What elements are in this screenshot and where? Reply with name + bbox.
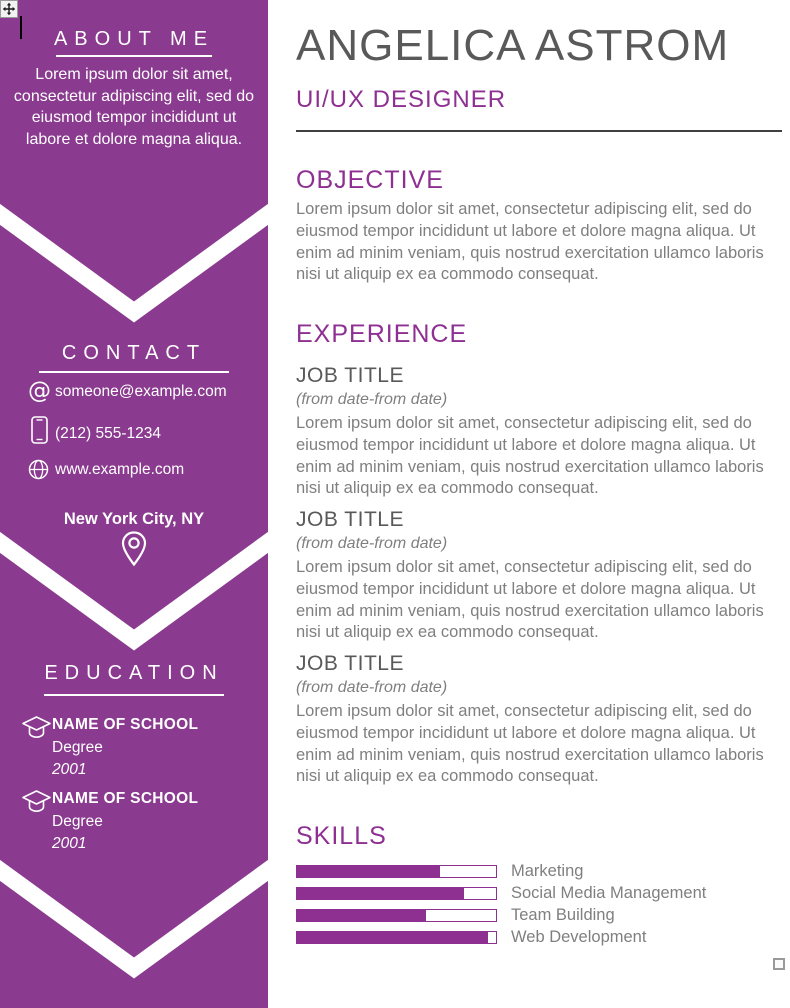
job-description[interactable]: Lorem ipsum dolor sit amet, consectetur adipiscing elit, sed do eiusmod tempor incididunt ut labore et dolore magna aliqua. Ut enim ad minim veniam, quis nostrud exercitation ullamco laboris nisi ut aliquip ex ea commodo consequat. — [296, 558, 764, 642]
contact-email-text[interactable]: someone@example.com — [55, 383, 227, 400]
job-title[interactable]: JOB TITLE — [296, 652, 404, 675]
skill-bar-fill — [297, 866, 440, 877]
skill-bar-fill — [297, 888, 464, 899]
skill-bar-fill — [297, 910, 426, 921]
contact-phone-text[interactable]: (212) 555-1234 — [55, 425, 161, 442]
education-underline — [44, 694, 224, 696]
experience-heading[interactable]: EXPERIENCE — [296, 320, 468, 348]
skill-label[interactable]: Social Media Management — [511, 883, 707, 902]
text-cursor — [20, 16, 22, 39]
degree-text[interactable]: Degree — [52, 739, 103, 756]
at-icon: @ — [28, 378, 51, 404]
about-me-underline — [56, 55, 212, 57]
skill-row — [296, 926, 782, 948]
job-description[interactable]: Lorem ipsum dolor sit amet, consectetur adipiscing elit, sed do eiusmod tempor incididunt ut labore et dolore magna aliqua. Ut enim ad minim veniam, quis nostrud exercitation ullamco laboris nisi ut aliquip ex ea commodo consequat. — [296, 414, 764, 498]
skill-row — [296, 904, 782, 926]
phone-icon — [31, 416, 48, 449]
graduation-year[interactable]: 2001 — [52, 835, 87, 852]
skill-bar[interactable] — [296, 887, 497, 900]
job-dates[interactable]: (from date-from date) — [296, 679, 448, 696]
sidebar-panel — [0, 0, 268, 1008]
skill-row — [296, 882, 782, 904]
skills-list — [296, 860, 782, 948]
skill-bar-fill — [297, 932, 488, 943]
contact-website-text[interactable]: www.example.com — [55, 461, 185, 478]
resize-handle[interactable] — [773, 958, 785, 970]
objective-text[interactable]: Lorem ipsum dolor sit amet, consectetur adipiscing elit, sed do eiusmod tempor incididunt ut labore et dolore magna aliqua. Ut enim ad minim veniam, quis nostrud exercitation ullamco laboris nisi ut aliquip ex ea commodo consequat. — [296, 200, 764, 284]
job-title[interactable]: JOB TITLE — [296, 364, 404, 387]
contact-row-website[interactable] — [0, 458, 268, 486]
chevron-divider-icon — [0, 856, 268, 988]
globe-icon — [28, 459, 49, 485]
skill-label[interactable]: Web Development — [511, 927, 647, 946]
main-content — [296, 0, 782, 1008]
skill-bar[interactable] — [296, 931, 497, 944]
objective-heading[interactable]: OBJECTIVE — [296, 166, 444, 194]
location-text[interactable]: New York City, NY — [63, 510, 205, 528]
job-title[interactable]: JOB TITLE — [296, 508, 404, 531]
skill-bar[interactable] — [296, 909, 497, 922]
about-me-text[interactable]: Lorem ipsum dolor sit amet, consectetur adipiscing elit, sed do eiusmod tempor incididunt ut labore et dolore magna aliqua. — [13, 66, 255, 148]
contact-heading[interactable]: CONTACT — [61, 342, 207, 364]
job-dates[interactable]: (from date-from date) — [296, 391, 448, 408]
chevron-divider-icon — [0, 200, 268, 332]
contact-row-email[interactable] — [0, 380, 268, 408]
skill-label[interactable]: Marketing — [511, 861, 584, 880]
skills-heading[interactable]: SKILLS — [296, 822, 387, 850]
graduation-cap-icon — [21, 714, 52, 746]
contact-row-phone[interactable] — [0, 418, 268, 446]
skill-label[interactable]: Team Building — [511, 905, 615, 924]
job-dates[interactable]: (from date-from date) — [296, 535, 448, 552]
move-handle[interactable] — [0, 0, 18, 18]
candidate-name[interactable]: ANGELICA ASTROM — [296, 21, 730, 70]
skill-row — [296, 860, 782, 882]
school-name[interactable]: NAME OF SCHOOL — [52, 790, 199, 807]
school-name[interactable]: NAME OF SCHOOL — [52, 716, 199, 733]
contact-underline — [39, 371, 229, 373]
move-arrows-icon — [2, 2, 16, 16]
graduation-cap-icon — [21, 788, 52, 820]
degree-text[interactable]: Degree — [52, 813, 103, 830]
education-heading[interactable]: EDUCATION — [44, 662, 224, 684]
candidate-role[interactable]: UI/UX DESIGNER — [296, 86, 507, 113]
header-divider — [296, 130, 782, 132]
about-me-heading[interactable]: ABOUT ME — [53, 28, 215, 50]
chevron-divider-icon — [0, 528, 268, 660]
job-description[interactable]: Lorem ipsum dolor sit amet, consectetur adipiscing elit, sed do eiusmod tempor incididunt ut labore et dolore magna aliqua. Ut enim ad minim veniam, quis nostrud exercitation ullamco laboris nisi ut aliquip ex ea commodo consequat. — [296, 702, 764, 786]
skill-bar[interactable] — [296, 865, 497, 878]
graduation-year[interactable]: 2001 — [52, 761, 87, 778]
